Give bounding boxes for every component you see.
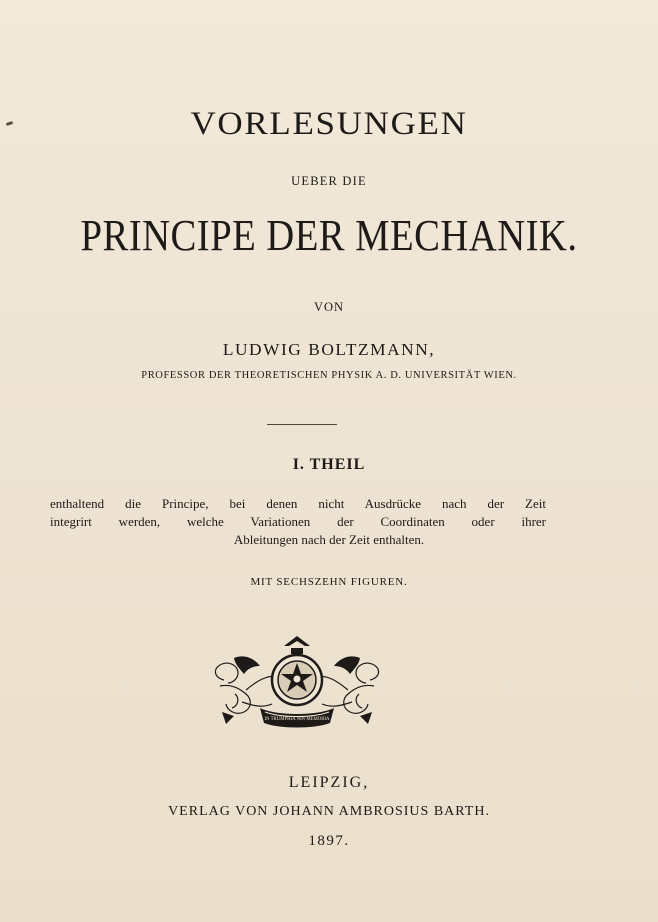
publisher-name: VERLAG VON JOHANN AMBROSIUS BARTH. bbox=[168, 804, 490, 819]
title-line-1: VORLESUNGEN bbox=[190, 106, 468, 142]
title-line-2: UEBER DIE bbox=[291, 174, 367, 188]
publication-city: LEIPZIG, bbox=[288, 774, 370, 791]
divider-rule bbox=[267, 424, 337, 425]
description-line-1: enthaltend die Principe, bei denen nicht Ausdrücke nach der Zeit bbox=[50, 496, 546, 511]
publication-year: 1897. bbox=[308, 833, 350, 849]
emblem-motto: IN TRUMPHIA NIN MEMORIA bbox=[264, 717, 330, 722]
author-name: LUDWIG BOLTZMANN, bbox=[222, 340, 436, 359]
printer-device-icon bbox=[204, 628, 390, 732]
by-line: VON bbox=[313, 300, 345, 314]
author-affiliation: PROFESSOR DER THEORETISCHEN PHYSIK A. D. UNIVERSITÄT WIEN. bbox=[141, 370, 517, 381]
description-line-2: integrirt werden, welche Variationen der Coordinaten oder ihrer bbox=[50, 514, 546, 529]
title-line-3: PRINCIPE DER MECHANIK. bbox=[80, 211, 578, 260]
description-line-3: Ableitungen nach der Zeit enthalten. bbox=[233, 532, 425, 547]
figures-note: MIT SECHSZEHN FIGUREN. bbox=[250, 576, 408, 588]
part-heading: I. THEIL bbox=[292, 456, 366, 473]
